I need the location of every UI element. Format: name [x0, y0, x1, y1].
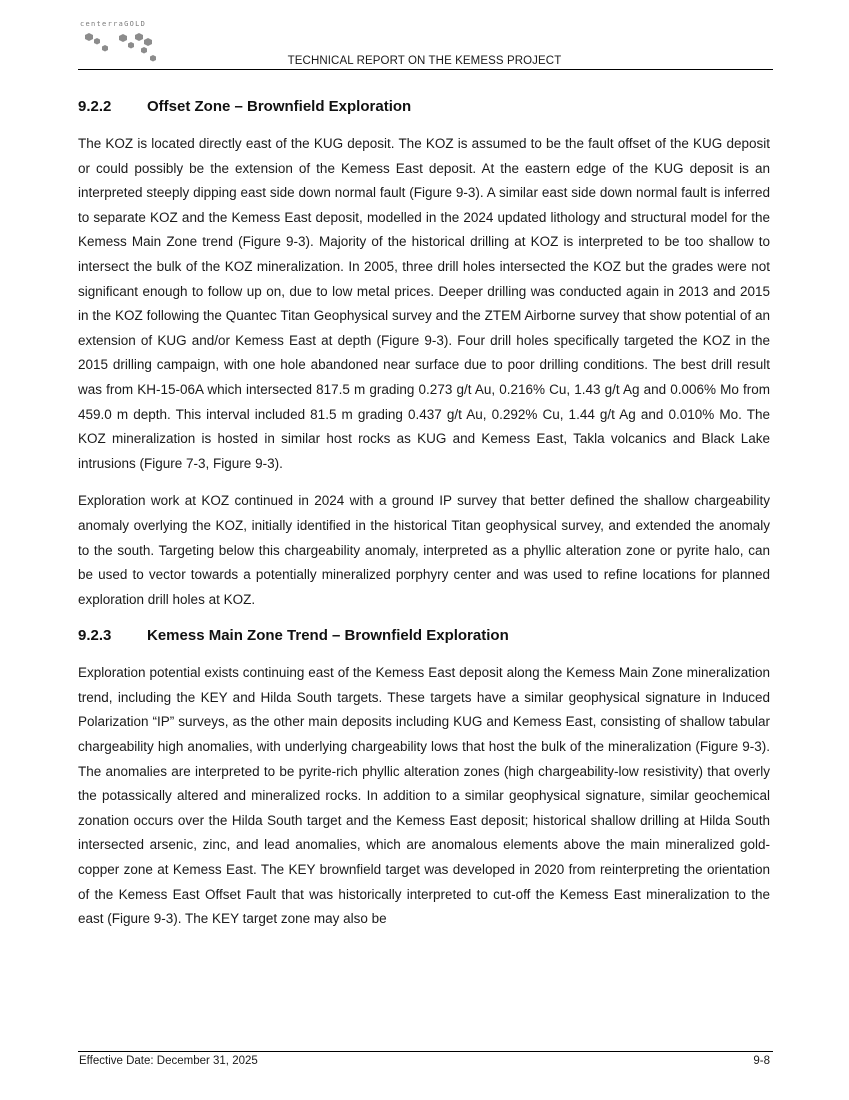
- section-number: 9.2.3: [78, 627, 112, 645]
- body-paragraph: Exploration work at KOZ continued in 2024 with a ground IP survey that better defined the shallow chargeability anomaly overlying the KOZ, initially identified in the historical Titan geophysical survey, and extended the anomaly to the south. Targeting below this chargeability anomaly, interpreted as a phyllic alteration zone or pyrite halo, can be used to vector towards a potentially mineralized porphyry center and was used to refine locations for planned exploration drill holes at KOZ.: [78, 493, 770, 607]
- section-number: 9.2.2: [78, 98, 112, 115]
- header-divider: [78, 69, 773, 70]
- footer-divider: [78, 1051, 773, 1052]
- page-number: 9-8: [753, 1055, 770, 1067]
- logo-wordmark: centerraGOLD: [80, 20, 147, 28]
- section-title: Kemess Main Zone Trend – Brownfield Exploration: [147, 627, 509, 645]
- report-body: [78, 96, 770, 945]
- effective-date: Effective Date: December 31, 2025: [79, 1055, 258, 1067]
- section-title: Offset Zone – Brownfield Exploration: [147, 98, 412, 115]
- section-heading-9-2-2: [78, 96, 770, 118]
- section-heading-9-2-3: [78, 625, 770, 647]
- body-paragraph: The KOZ is located directly east of the KUG deposit. The KOZ is assumed to be the fault offset of the KUG deposit or could possibly be the extension of the Kemess East deposit. At the eastern edge of the KUG deposit is an interpreted steeply dipping east side down normal fault (Figure 9-3). A similar east side down normal fault is inferred to separate KOZ and the Kemess East deposit, modelled in the 2024 updated lithology and structural model for the Kemess Main Zone trend (Figure 9-3). Majority of the historical drilling at KOZ is interpreted to be too shallow to intersect the bulk of the KOZ mineralization. In 2005, three drill holes intersected the KOZ but the grades were not significant enough to follow up on, due to low metal prices. Deeper drilling was conducted again in 2013 and 2015 in the KOZ following the Quantec Titan Geophysical survey and the ZTEM Airborne survey that show potential of an extension of KUG and/or Kemess East at depth (Figure 9-3). Four drill holes specifically targeted the KOZ in the 2015 drilling campaign, with one hole abandoned near surface due to poor drilling conditions. The best drill result was from KH-15-06A which intersected 817.5 m grading 0.273 g/t Au, 0.216% Cu, 1.43 g/t Ag and 0.006% Mo from 459.0 m depth. This interval included 81.5 m grading 0.437 g/t Au, 0.292% Cu, 1.44 g/t Ag and 0.010% Mo. The KOZ mineralization is hosted in similar host rocks as KUG and Kemess East, Takla volcanics and Black Lake intrusions (Figure 7-3, Figure 9-3).: [78, 136, 770, 471]
- body-paragraph: Exploration potential exists continuing east of the Kemess East deposit along the Kemess Main Zone mineralization trend, including the KEY and Hilda South targets. These targets have a similar geophysical signature in Induced Polarization “IP” surveys, as the other main deposits including KUG and Kemess East, consisting of shallow tabular chargeability high anomalies, with underlying chargeability lows that host the bulk of the mineralization (Figure 9-3). The anomalies are interpreted to be pyrite-rich phyllic alteration zones (high chargeability-low resistivity) that overly the potassically altered and mineralized rocks. In addition to a similar geophysical signature, similar geochemical zonation occurs over the Hilda South target and the Kemess East deposit; historical shallow drilling at Hilda South intersected arsenic, zinc, and lead anomalies, which are anomalous elements above the main mineralized gold-copper zone at Kemess East. The KEY brownfield target was developed in 2020 from reinterpreting the orientation of the Kemess East Offset Fault that was historically interpreted to cut-off the Kemess East mineralization to the east (Figure 9-3). The KEY target zone may also be: [78, 665, 770, 927]
- report-header-title: TECHNICAL REPORT ON THE KEMESS PROJECT: [287, 55, 562, 67]
